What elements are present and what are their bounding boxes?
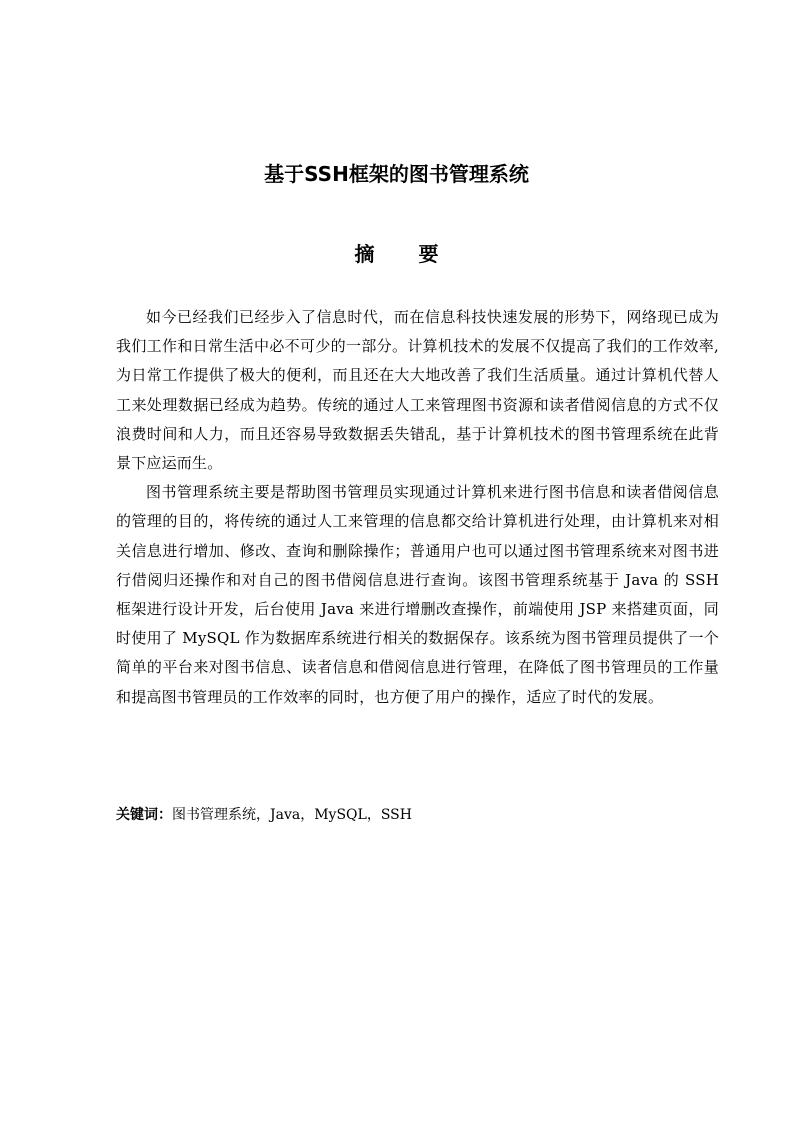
abstract-paragraph-2: 图书管理系统主要是帮助图书管理员实现通过计算机来进行图书信息和读者借阅信息的管理的目的，将传统的通过人工来管理的信息都交给计算机进行处理，由计算机来对相关信息进行增加、修改、查询和删除操作；普通用户也可以通过图书管理系统来对图书进行借阅归还操作和对自己的图书借阅信息进行查询。该图书管理系统基于 Java 的 SSH 框架进行设计开发，后台使用 Java 来进行增删改查操作，前端使用 JSP 来搭建页面，同时使用了 MySQL 作为数据库系统进行相关的数据保存。该系统为图书管理员提供了一个简单的平台来对图书信息、读者信息和借阅信息进行管理，在降低了图书管理员的工作量和提高图书管理员的工作效率的同时，也方便了用户的操作，适应了时代的发展。 (116, 483, 719, 706)
keywords-line (116, 802, 719, 828)
keywords-value: 图书管理系统，Java，MySQL，SSH (172, 807, 412, 823)
abstract-paragraph-1: 如今已经我们已经步入了信息时代，而在信息科技快速发展的形势下，网络现已成为我们工作和日常生活中必不可少的一部分。计算机技术的发展不仅提高了我们的工作效率,为日常工作提供了极大的便利，而且还在大大地改善了我们生活质量。通过计算机代替人工来处理数据已经成为趋势。传统的通过人工来管理图书资源和读者借阅信息的方式不仅浪费时间和人力，而且还容易导致数据丢失错乱，基于计算机技术的图书管理系统在此背景下应运而生。 (116, 308, 719, 473)
abstract-heading: 摘要 (354, 242, 483, 266)
keywords-label: 关键词： (116, 807, 172, 823)
abstract-body (116, 303, 719, 712)
document-title: 基于SSH框架的图书管理系统 (264, 162, 529, 186)
